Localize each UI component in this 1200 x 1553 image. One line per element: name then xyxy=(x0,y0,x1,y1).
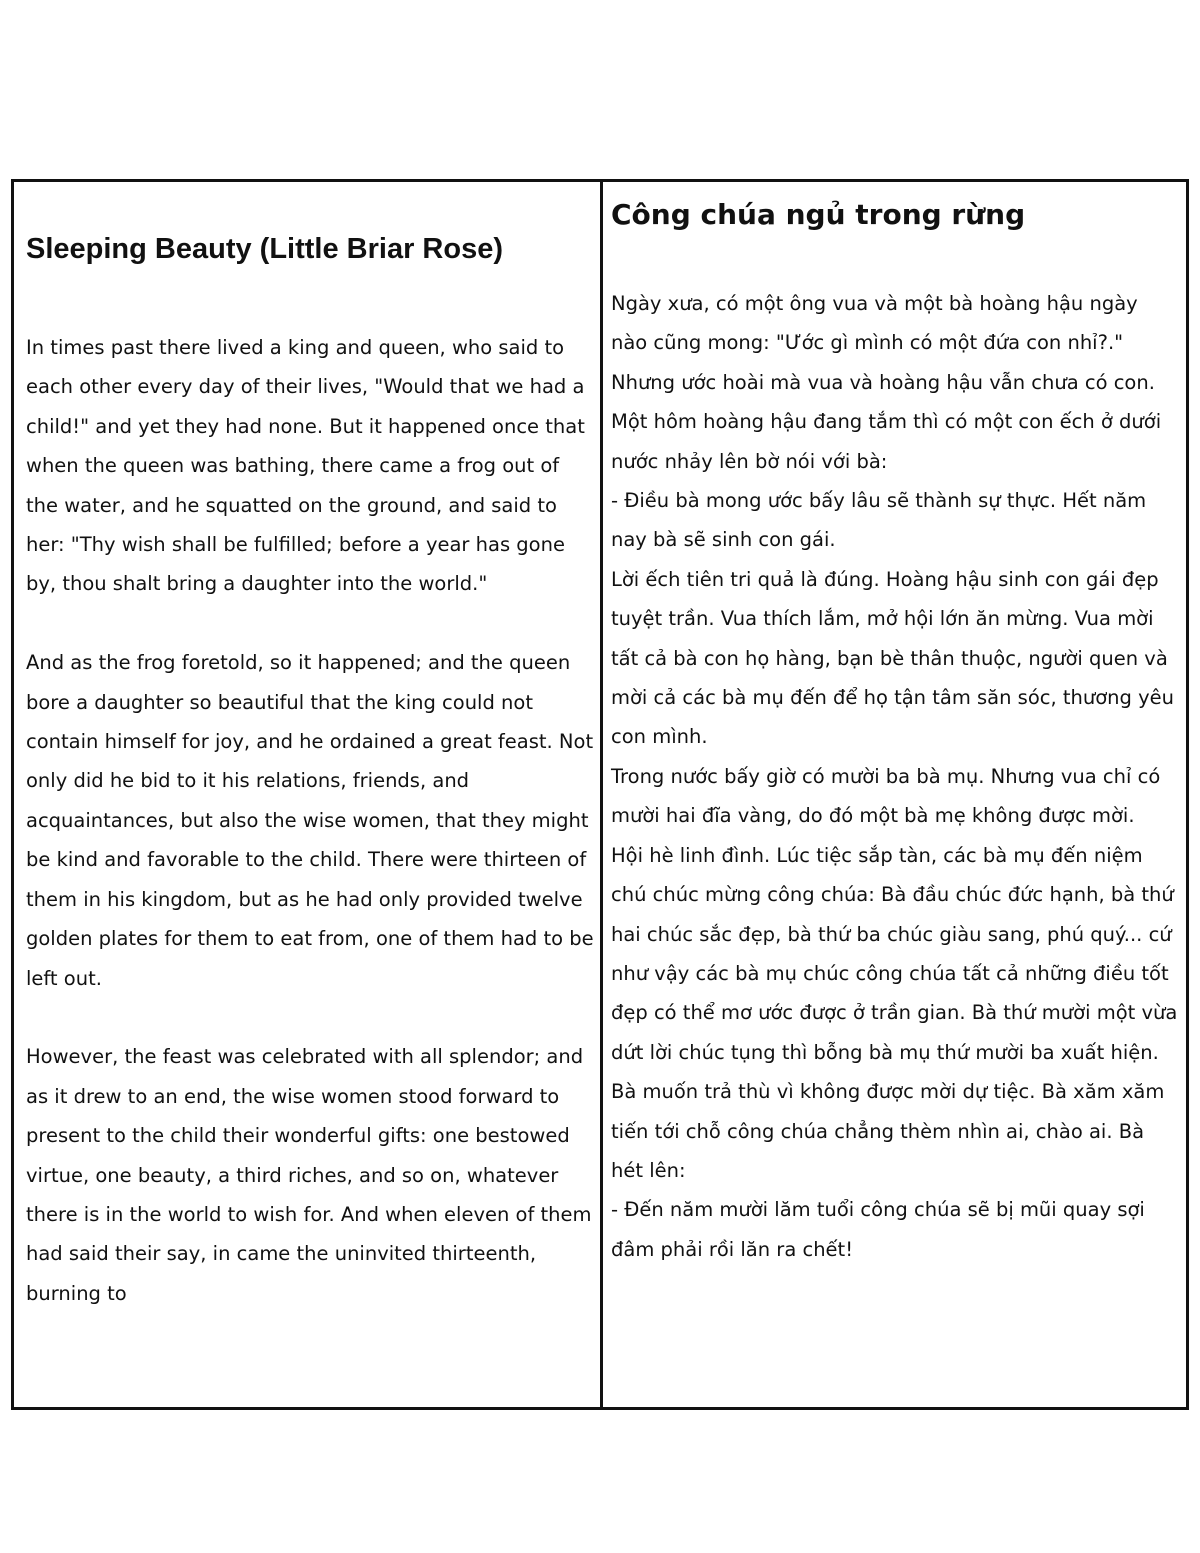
bilingual-table xyxy=(11,179,1189,1410)
vietnamese-column xyxy=(603,182,1186,1407)
english-column xyxy=(14,182,603,1407)
vietnamese-body: Ngày xưa, có một ông vua và một bà hoàng hậu ngày nào cũng mong: "Ước gì mình có một đứa con nhỉ?." Nhưng ước hoài mà vua và hoàng hậu vẫn chưa có con. Một hôm hoàng hậu đang tắm thì có một con ếch ở dưới nước nhảy lên bờ nói với bà: - Điều bà mong ước bấy lâu sẽ thành sự thực. Hết năm nay bà sẽ sinh con gái. Lời ếch tiên tri quả là đúng. Hoàng hậu sinh con gái đẹp tuyệt trần. Vua thích lắm, mở hội lớn ăn mừng. Vua mời tất cả bà con họ hàng, bạn bè thân thuộc, người quen và mời cả các bà mụ đến để họ tận tâm săn sóc, thương yêu con mình. Trong nước bấy giờ có mười ba bà mụ. Nhưng vua chỉ có mười hai đĩa vàng, do đó một bà mẹ không được mời. Hội hè linh đình. Lúc tiệc sắp tàn, các bà mụ đến niệm chú chúc mừng công chúa: Bà đầu chúc đức hạnh, bà thứ hai chúc sắc đẹp, bà thứ ba chúc giàu sang, phú quý... cứ như vậy các bà mụ chúc công chúa tất cả những điều tốt đẹp có thể mơ ước được ở trần gian. Bà thứ mười một vừa dứt lời chúc tụng thì bỗng bà mụ thứ mười ba xuất hiện. Bà muốn trả thù vì không được mời dự tiệc. Bà xăm xăm tiến tới chỗ công chúa chẳng thèm nhìn ai, chào ai. Bà hét lên: - Đến năm mười lăm tuổi công chúa sẽ bị mũi quay sợi đâm phải rồi lăn ra chết! xyxy=(611,292,1178,1261)
english-title: Sleeping Beauty (Little Briar Rose) xyxy=(26,233,503,265)
english-body: In times past there lived a king and queen, who said to each other every day of their lives, "Would that we had a child!" and yet they had none. But it happened once that when the queen was bathing, there came a frog out of the water, and he squatted on the ground, and said to her: "Thy wish shall be fulfilled; before a year has gone by, thou shalt bring a daughter into the world." And as the frog foretold, so it happened; and the queen bore a daughter so beautiful that the king could not contain himself for joy, and he ordained a great feast. Not only did he bid to it his relations, friends, and acquaintances, but also the wise women, that they might be kind and favorable to the child. There were thirteen of them in his kingdom, but as he had only provided twelve golden plates for them to eat from, one of them had to be left out. However, the feast was celebrated with all splendor; and as it drew to an end, the wise women stood forward to present to the child their wonderful gifts: one bestowed virtue, one beauty, a third riches, and so on, whatever there is in the world to wish for. And when eleven of them had said their say, in came the uninvited thirteenth, burning to xyxy=(26,336,594,1305)
vietnamese-title: Công chúa ngủ trong rừng xyxy=(611,198,1026,231)
